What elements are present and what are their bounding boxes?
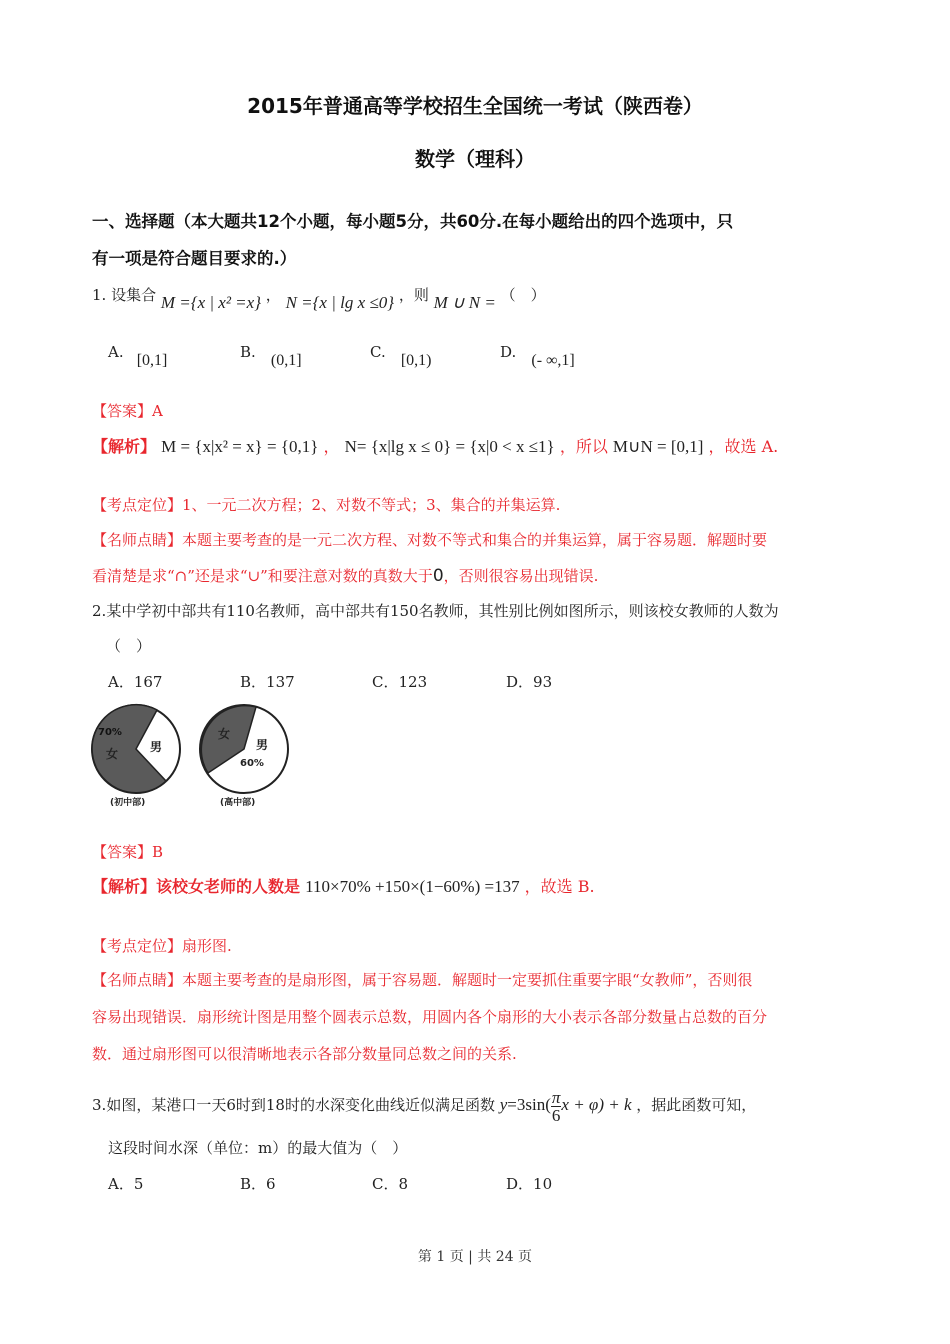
separator: ，则: [398, 286, 429, 304]
math-set-m: M ={x | x² =x}: [160, 293, 261, 312]
question-3-option-a[interactable]: [108, 1173, 143, 1194]
kaodian-tag: 【考点定位】: [92, 496, 183, 514]
question-text: ，据此函数可知，: [636, 1096, 757, 1114]
option-value: 6: [266, 1175, 276, 1193]
question-1-option-b[interactable]: [240, 342, 302, 369]
analysis-math-m: M = {x|x² = x} = {0,1}: [161, 437, 319, 456]
question-1-analysis: [92, 434, 778, 457]
math-set-n: N ={x | lg x ≤0}: [285, 293, 395, 312]
option-label: D．: [506, 1175, 534, 1193]
option-value: 123: [398, 673, 428, 691]
math-y: y: [499, 1095, 508, 1114]
pie-label-female: 女: [106, 747, 119, 761]
analysis-text: ，所以: [559, 437, 608, 456]
option-label: B．: [240, 673, 267, 691]
analysis-math: 110×70% +150×(1−60%) =137: [305, 877, 520, 896]
option-value: 137: [266, 673, 295, 691]
analysis-text: 该校女老师的人数是: [156, 877, 301, 896]
analysis-conclusion: ，故选 B.: [524, 877, 595, 896]
pie-label-male: 男: [150, 740, 163, 754]
section-heading-line1: 一、选择题（本大题共12个小题，每小题5分，共60分.在每小题给出的四个选项中，只: [92, 212, 734, 231]
pie-label-percent: 70%: [98, 727, 122, 738]
answer-value: B: [152, 843, 164, 861]
question-3-option-b[interactable]: [240, 1173, 276, 1194]
analysis-separator: ，: [323, 437, 340, 456]
answer-tag: 【答案】: [92, 843, 153, 861]
mingshi-zero: 0: [432, 566, 444, 586]
pie-graphic: [90, 703, 182, 795]
option-label: C.: [370, 343, 386, 361]
mingshi-text: 看清楚是求“∩”还是求“∪”和要注意对数的真数大于: [92, 567, 433, 585]
option-label: D．: [506, 673, 534, 691]
answer-blank: （ ）: [500, 286, 546, 304]
pie-chart-senior: [198, 703, 290, 815]
pie-caption: (初中部): [110, 798, 146, 808]
answer-tag: 【答案】: [92, 402, 153, 420]
option-value: (0,1]: [270, 352, 302, 369]
analysis-tag: 【解析】: [92, 437, 157, 456]
question-2-analysis: [92, 874, 595, 897]
math-fraction: [551, 1089, 562, 1124]
analysis-math-n: N= {x|lg x ≤ 0} = {x|0 < x ≤1}: [344, 437, 555, 456]
kaodian-text: 扇形图.: [182, 937, 232, 955]
option-label: A．: [108, 1175, 134, 1193]
mingshi-text: ，否则很容易出现错误.: [443, 567, 599, 585]
question-text: 如图，某港口一天6时到18时的水深变化曲线近似满足函数: [106, 1096, 495, 1114]
pie-caption: (高中部): [220, 798, 256, 808]
question-3-stem: [92, 1085, 756, 1125]
pie-label-percent: 60%: [240, 758, 264, 769]
question-2-option-c[interactable]: [372, 671, 427, 692]
kaodian-text: 1、一元二次方程；2、对数不等式；3、集合的并集运算.: [182, 496, 561, 514]
question-1-answer: [92, 400, 163, 421]
kaodian-tag: 【考点定位】: [92, 937, 183, 955]
option-value: [0,1]: [136, 352, 168, 369]
question-number: 1.: [92, 286, 107, 304]
option-value: 5: [133, 1175, 144, 1193]
question-2-stem: [92, 600, 779, 621]
math-rest: x + φ) + k: [561, 1095, 632, 1114]
option-label: C．: [372, 1175, 399, 1193]
mingshi-tag: 【名师点睛】: [92, 531, 183, 549]
pie-label-male: 男: [256, 738, 269, 752]
option-value: 10: [533, 1175, 553, 1193]
option-label: D.: [500, 343, 517, 361]
option-value: 8: [398, 1175, 409, 1193]
pie-chart-junior: [90, 703, 182, 815]
question-text: 某中学初中部共有110名教师，高中部共有150名教师，其性别比例如图所示，则该校女教师的人数为: [106, 602, 779, 620]
question-1-stem: [92, 284, 546, 312]
question-2-mingshi-line1: [92, 969, 752, 990]
question-2-option-a[interactable]: [108, 671, 162, 692]
fraction-numerator: π: [551, 1087, 561, 1107]
math-union: M ∪ N =: [433, 293, 496, 312]
fraction-denominator: 6: [551, 1105, 561, 1125]
question-2-option-b[interactable]: [240, 671, 295, 692]
question-1-mingshi-line2: [92, 565, 598, 586]
question-2-answer: [92, 841, 163, 862]
question-2-blank: （ ）: [106, 637, 152, 655]
question-2-option-d[interactable]: [506, 671, 552, 692]
question-3-option-d[interactable]: [506, 1173, 552, 1194]
separator: ，: [265, 286, 281, 304]
analysis-math-union: M∪N = [0,1]: [612, 437, 704, 456]
question-text: 设集合: [111, 286, 157, 304]
question-2-kaodian: [92, 935, 232, 956]
question-number: 2.: [92, 602, 107, 620]
question-1-kaodian: [92, 494, 560, 515]
answer-value: A: [152, 402, 163, 420]
question-2-mingshi-line2: 容易出现错误．扇形统计图是用整个圆表示总数，用圆内各个扇形的大小表示各部分数量占总数的百分: [92, 1008, 768, 1026]
section-heading-line2: 有一项是符合题目要求的.）: [92, 249, 297, 268]
analysis-tag: 【解析】: [92, 877, 157, 896]
math-eq: =3sin(: [507, 1095, 551, 1114]
pie-graphic: [198, 703, 290, 795]
question-3-stem-line2: 这段时间水深（单位：m）的最大值为（ ）: [108, 1139, 408, 1157]
question-1-option-d[interactable]: [500, 342, 575, 369]
option-label: C．: [372, 673, 399, 691]
option-label: A.: [108, 343, 124, 361]
option-label: B.: [240, 343, 256, 361]
question-2-mingshi-line3: 数．通过扇形图可以很清晰地表示各部分数量同总数之间的关系.: [92, 1045, 517, 1063]
analysis-conclusion: ，故选 A.: [708, 437, 779, 456]
question-1-option-a[interactable]: [108, 342, 168, 369]
option-value: [0,1): [400, 352, 432, 369]
question-1-mingshi-line1: [92, 529, 767, 550]
page-title: 2015年普通高等学校招生全国统一考试（陕西卷）: [247, 94, 703, 118]
page-subtitle: 数学（理科）: [415, 147, 535, 171]
mingshi-tag: 【名师点睛】: [92, 971, 183, 989]
option-label: B．: [240, 1175, 267, 1193]
question-number: 3.: [92, 1096, 107, 1114]
mingshi-text: 本题主要考查的是一元二次方程、对数不等式和集合的并集运算，属于容易题．解题时要: [182, 531, 768, 549]
option-value: (- ∞,1]: [531, 352, 575, 369]
pie-label-female: 女: [218, 727, 231, 741]
option-value: 167: [133, 673, 163, 691]
page-footer: 第 1 页 | 共 24 页: [417, 1249, 533, 1265]
option-label: A．: [108, 673, 134, 691]
question-3-option-c[interactable]: [372, 1173, 408, 1194]
mingshi-text: 本题主要考查的是扇形图，属于容易题．解题时一定要抓住重要字眼“女教师”，否则很: [182, 971, 753, 989]
question-1-option-c[interactable]: [370, 342, 432, 369]
option-value: 93: [533, 673, 553, 691]
